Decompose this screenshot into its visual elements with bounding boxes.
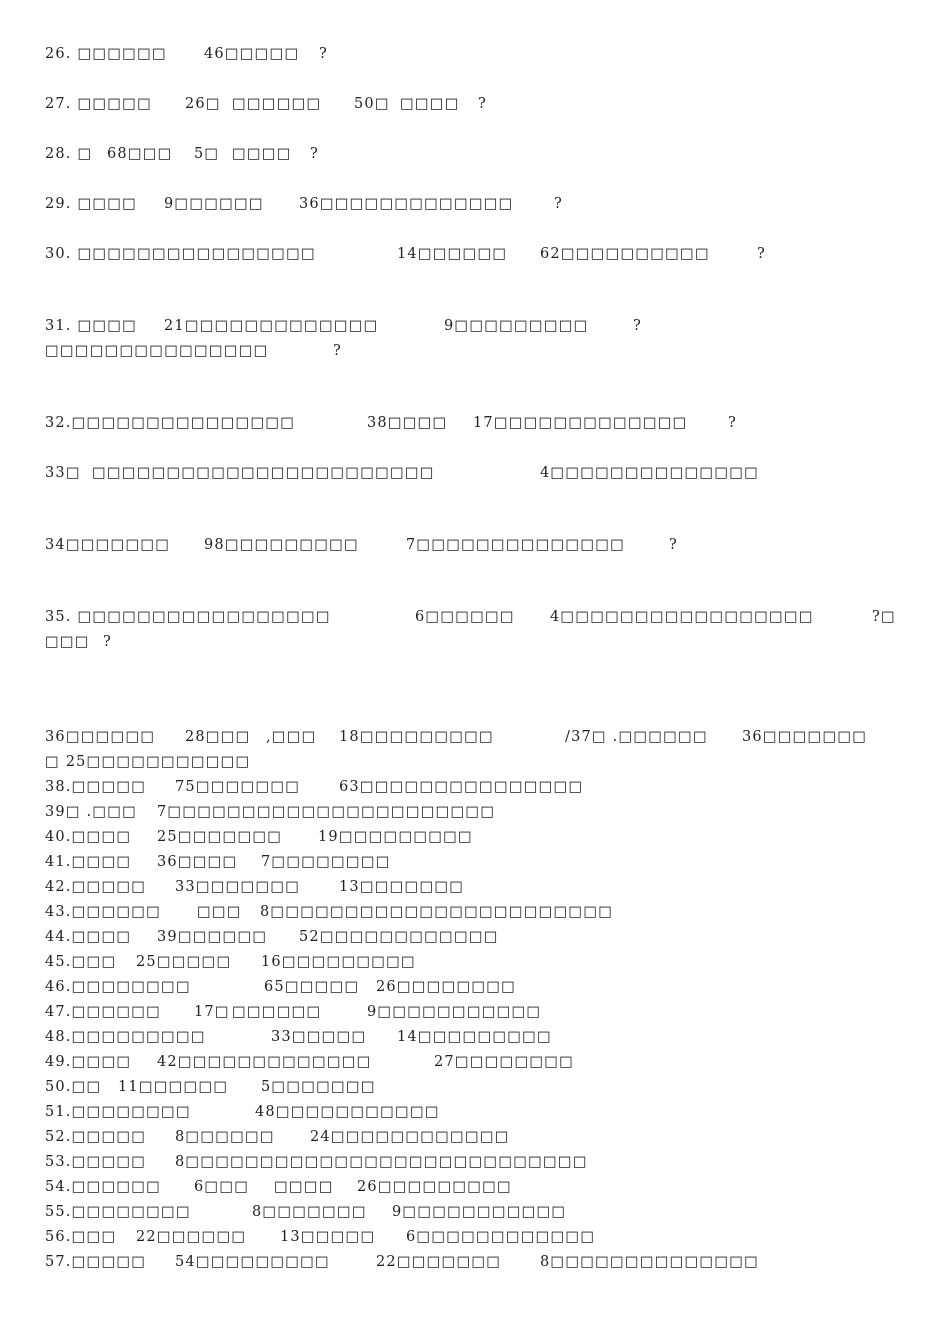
- question-text-segment: 26□□□□□□□□: [376, 979, 517, 995]
- question-line-q56: [0, 1229, 950, 1251]
- question-text-segment: 36□□□□□□: [45, 729, 156, 745]
- question-text-segment: 24□□□□□□□□□□□□: [310, 1129, 510, 1145]
- question-text-segment: 48□□□□□□□□□□□: [255, 1104, 440, 1120]
- question-text-segment: 18□□□□□□□□□: [339, 729, 494, 745]
- question-text-segment: 9□□□□□□□□□□□: [392, 1204, 567, 1220]
- question-text-segment: 52.□□□□□: [45, 1129, 147, 1145]
- question-text-segment: 22□□□□□□: [136, 1229, 247, 1245]
- question-text-segment: 68□□□: [107, 146, 173, 162]
- question-text-segment: ?: [310, 146, 319, 162]
- question-text-segment: 11□□□□□□: [118, 1079, 229, 1095]
- question-line-q35b: [0, 634, 950, 656]
- question-text-segment: □□□□□□□□□□□□□□□: [45, 343, 269, 359]
- question-text-segment: □□□□: [274, 1179, 334, 1195]
- question-text-segment: 45.□□□: [45, 954, 117, 970]
- question-text-segment: 52□□□□□□□□□□□□: [299, 929, 499, 945]
- question-text-segment: 62□□□□□□□□□□: [540, 246, 710, 262]
- question-text-segment: 33□: [45, 465, 81, 481]
- question-text-segment: 5□: [194, 146, 220, 162]
- question-text-segment: 50.□□: [45, 1079, 102, 1095]
- question-text-segment: 40.□□□□: [45, 829, 132, 845]
- question-line-q39: [0, 804, 950, 826]
- question-text-segment: 14□□□□□□: [397, 246, 508, 262]
- question-text-segment: 46□□□□□: [204, 46, 300, 62]
- question-text-segment: □□□□□□□□□□□□□□□□□□□□□□□: [92, 465, 435, 481]
- question-text-segment: 4□□□□□□□□□□□□□□□□□: [550, 609, 814, 625]
- question-text-segment: 25□□□□□: [136, 954, 232, 970]
- question-text-segment: 49.□□□□: [45, 1054, 132, 1070]
- question-text-segment: 44.□□□□: [45, 929, 132, 945]
- question-text-segment: 6□□□□□□□□□□□□: [406, 1229, 596, 1245]
- question-text-segment: 13□□□□□□□: [339, 879, 465, 895]
- question-text-segment: 39□ .□□□: [45, 804, 138, 820]
- question-text-segment: 33□□□□□: [271, 1029, 367, 1045]
- question-text-segment: ?: [669, 537, 678, 553]
- question-text-segment: 7□□□□□□□□□□□□□□□□□□□□□□: [157, 804, 496, 820]
- question-text-segment: 7□□□□□□□□□□□□□□: [406, 537, 626, 553]
- question-text-segment: 46.□□□□□□□□: [45, 979, 191, 995]
- question-text-segment: 25□□□□□□□: [157, 829, 283, 845]
- question-text-segment: □□□□: [232, 146, 292, 162]
- question-text-segment: 54□□□□□□□□□: [175, 1254, 330, 1270]
- question-text-segment: 41.□□□□: [45, 854, 132, 870]
- question-text-segment: 26□□□□□□□□□: [357, 1179, 512, 1195]
- question-text-segment: 34□□□□□□□: [45, 537, 171, 553]
- question-text-segment: ?: [319, 46, 328, 62]
- question-line-q35a: [0, 609, 950, 631]
- question-text-segment: 54.□□□□□□: [45, 1179, 162, 1195]
- question-text-segment: 13□□□□□: [280, 1229, 376, 1245]
- question-text-segment: 6□□□□□□: [415, 609, 515, 625]
- question-text-segment: 38□□□□: [367, 415, 448, 431]
- question-line-q29: [0, 196, 950, 218]
- question-text-segment: 19□□□□□□□□□: [318, 829, 473, 845]
- question-text-segment: 21□□□□□□□□□□□□□: [164, 318, 379, 334]
- question-text-segment: 16□□□□□□□□□: [261, 954, 416, 970]
- question-text-segment: 9□□□□□□□□□□□: [367, 1004, 542, 1020]
- question-line-q47: [0, 1004, 950, 1026]
- question-line-q54: [0, 1179, 950, 1201]
- question-text-segment: 36□□□□□□□: [742, 729, 868, 745]
- question-line-q27: [0, 96, 950, 118]
- question-text-segment: 47.□□□□□□: [45, 1004, 162, 1020]
- question-line-q36b: [0, 754, 950, 776]
- question-text-segment: 28. □: [45, 146, 93, 162]
- question-text-segment: 8□□□□□□□□□□□□□□□□□□□□□□□: [260, 904, 614, 920]
- question-line-q49: [0, 1054, 950, 1076]
- question-line-q31b: [0, 343, 950, 365]
- question-text-segment: 17□□□□□□□□□□□□□: [473, 415, 688, 431]
- question-text-segment: 43.□□□□□□: [45, 904, 162, 920]
- question-text-segment: 36□□□□: [157, 854, 238, 870]
- question-text-segment: 30. □□□□□□□□□□□□□□□□: [45, 246, 316, 262]
- question-text-segment: ?: [333, 343, 342, 359]
- question-text-segment: ?: [103, 634, 112, 650]
- question-text-segment: 57.□□□□□: [45, 1254, 147, 1270]
- question-text-segment: 9□□□□□□: [164, 196, 264, 212]
- question-line-q42: [0, 879, 950, 901]
- question-text-segment: ?□: [872, 609, 896, 625]
- question-text-segment: 26. □□□□□□: [45, 46, 167, 62]
- question-text-segment: ?: [757, 246, 766, 262]
- question-text-segment: ,□□□: [266, 729, 317, 745]
- question-text-segment: 14□□□□□□□□□: [397, 1029, 552, 1045]
- question-text-segment: 63□□□□□□□□□□□□□□□: [339, 779, 584, 795]
- question-text-segment: 8□□□□□□: [175, 1129, 275, 1145]
- question-text-segment: ?: [728, 415, 737, 431]
- question-text-segment: 17□: [194, 1004, 230, 1020]
- question-text-segment: 22□□□□□□□: [376, 1254, 502, 1270]
- question-text-segment: ?: [633, 318, 642, 334]
- question-text-segment: 27□□□□□□□□: [434, 1054, 575, 1070]
- question-text-segment: □□□□□□: [232, 1004, 322, 1020]
- question-line-q53: [0, 1154, 950, 1176]
- question-text-segment: 33□□□□□□□: [175, 879, 301, 895]
- question-text-segment: 35. □□□□□□□□□□□□□□□□□: [45, 609, 331, 625]
- question-text-segment: □□□: [197, 904, 242, 920]
- question-line-q26: [0, 46, 950, 68]
- question-text-segment: ?: [554, 196, 563, 212]
- question-text-segment: 42.□□□□□: [45, 879, 147, 895]
- question-text-segment: 36□□□□□□□□□□□□□: [299, 196, 514, 212]
- question-line-q55: [0, 1204, 950, 1226]
- question-text-segment: 29. □□□□: [45, 196, 138, 212]
- question-text-segment: 31. □□□□: [45, 318, 138, 334]
- question-text-segment: 5□□□□□□□: [261, 1079, 376, 1095]
- question-line-q41: [0, 854, 950, 876]
- question-text-segment: 8□□□□□□□□□□□□□□: [540, 1254, 760, 1270]
- question-line-q57: [0, 1254, 950, 1276]
- question-line-q32: [0, 415, 950, 437]
- question-line-q52: [0, 1129, 950, 1151]
- question-line-q45: [0, 954, 950, 976]
- question-line-q30: [0, 246, 950, 268]
- question-line-q43: [0, 904, 950, 926]
- question-text-segment: 42□□□□□□□□□□□□□: [157, 1054, 372, 1070]
- question-text-segment: 8□□□□□□□: [252, 1204, 367, 1220]
- question-line-q40: [0, 829, 950, 851]
- question-text-segment: □□□: [45, 634, 90, 650]
- question-text-segment: 38.□□□□□: [45, 779, 147, 795]
- question-line-q33: [0, 465, 950, 487]
- question-line-q31a: [0, 318, 950, 340]
- question-text-segment: 7□□□□□□□□: [261, 854, 391, 870]
- question-line-q36a: [0, 729, 950, 751]
- question-text-segment: □□□□: [400, 96, 460, 112]
- question-text-segment: □□□□□□: [232, 96, 322, 112]
- question-line-q48: [0, 1029, 950, 1051]
- question-text-segment: 55.□□□□□□□□: [45, 1204, 191, 1220]
- question-text-segment: 53.□□□□□: [45, 1154, 147, 1170]
- question-text-segment: 48.□□□□□□□□□: [45, 1029, 206, 1045]
- question-line-q50: [0, 1079, 950, 1101]
- question-text-segment: 50□: [354, 96, 390, 112]
- question-line-q44: [0, 929, 950, 951]
- question-line-q38: [0, 779, 950, 801]
- question-text-segment: 9□□□□□□□□□: [444, 318, 589, 334]
- question-line-q46: [0, 979, 950, 1001]
- question-text-segment: 6□□□: [194, 1179, 250, 1195]
- question-line-q34: [0, 537, 950, 559]
- question-line-q51: [0, 1104, 950, 1126]
- question-text-segment: /37□ .□□□□□□: [565, 729, 708, 745]
- question-text-segment: 28□□□: [185, 729, 251, 745]
- question-text-segment: 8□□□□□□□□□□□□□□□□□□□□□□□□□□□: [175, 1154, 588, 1170]
- question-text-segment: 98□□□□□□□□□: [204, 537, 359, 553]
- question-text-segment: 56.□□□: [45, 1229, 117, 1245]
- question-text-segment: 27. □□□□□: [45, 96, 152, 112]
- question-text-segment: 26□: [185, 96, 221, 112]
- question-line-q28: [0, 146, 950, 168]
- question-text-segment: □ 25□□□□□□□□□□□: [45, 754, 251, 770]
- question-text-segment: 4□□□□□□□□□□□□□□: [540, 465, 760, 481]
- question-text-segment: 32.□□□□□□□□□□□□□□□: [45, 415, 296, 431]
- question-text-segment: ?: [478, 96, 487, 112]
- question-text-segment: 39□□□□□□: [157, 929, 268, 945]
- question-text-segment: 51.□□□□□□□□: [45, 1104, 191, 1120]
- question-text-segment: 65□□□□□: [264, 979, 360, 995]
- question-text-segment: 75□□□□□□□: [175, 779, 301, 795]
